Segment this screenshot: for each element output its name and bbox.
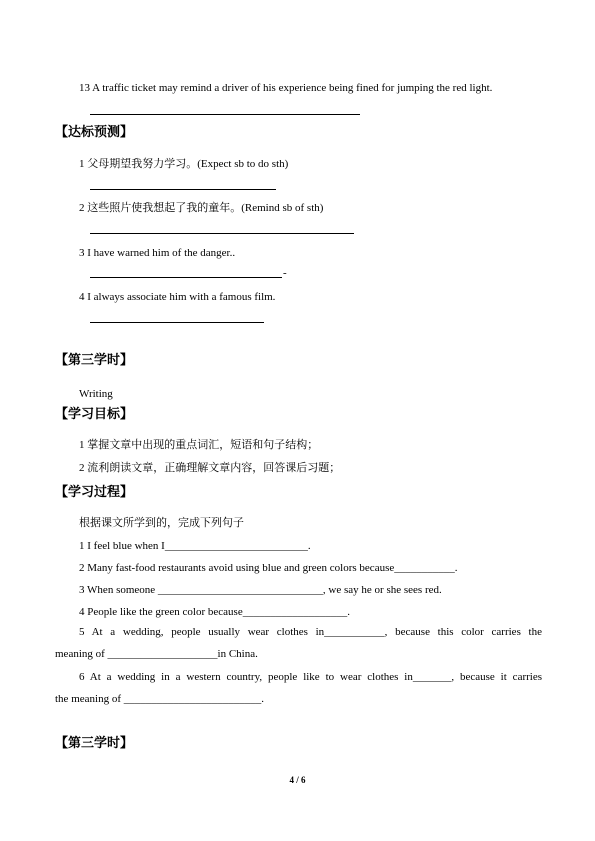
goal-item-2: 2 流利朗读文章，正确理解文章内容，回答课后习题； — [79, 462, 341, 474]
process-item-5-line-2: meaning of ____________________in China. — [55, 648, 258, 660]
process-item-1: 1 I feel blue when I__________________________. — [79, 540, 311, 552]
dabiao-item-2: 2 这些照片使我想起了我的童年。(Remind sb of sth) — [79, 202, 324, 214]
answer-line-dabiao-3[interactable] — [90, 277, 282, 278]
answer-line-13[interactable] — [90, 114, 360, 115]
process-item-6-line-2: the meaning of _________________________. — [55, 693, 264, 705]
page-number: 4 / 6 — [289, 775, 306, 785]
dabiao-item-1: 1 父母期望我努力学习。(Expect sb to do sth) — [79, 158, 289, 170]
process-item-5 — [55, 621, 542, 665]
question-13: 13 A traffic ticket may remind a driver of his experience being fined for jumping the red light. — [79, 82, 493, 94]
answer-line-dabiao-2[interactable] — [90, 233, 354, 234]
goal-item-1: 1 掌握文章中出现的重点词汇，短语和句子结构； — [79, 439, 319, 451]
section-heading-lesson3-repeat: 【第三学时】 — [55, 736, 134, 751]
lesson3-topic: Writing — [79, 388, 113, 400]
process-item-4: 4 People like the green color because___________________. — [79, 606, 350, 618]
section-heading-lesson3: 【第三学时】 — [55, 353, 134, 368]
answer-line-dabiao-4[interactable] — [90, 322, 264, 323]
process-item-3: 3 When someone ______________________________, we say he or she sees red. — [79, 584, 442, 596]
process-item-2: 2 Many fast-food restaurants avoid using blue and green colors because___________. — [79, 562, 458, 574]
section-heading-process: 【学习过程】 — [55, 485, 134, 500]
dabiao-item-4: 4 I always associate him with a famous film. — [79, 291, 276, 303]
answer-line-dabiao-1[interactable] — [90, 189, 276, 190]
process-item-6 — [55, 666, 542, 710]
dabiao-item-3: 3 I have warned him of the danger.. — [79, 247, 236, 259]
section-heading-goals: 【学习目标】 — [55, 407, 134, 422]
process-intro: 根据课文所学到的，完成下列句子 — [79, 517, 244, 529]
process-item-6-line-1: 6 At a wedding in a western country, people like to wear clothes in_______, because it carries — [79, 671, 542, 683]
answer-line-dash: - — [283, 267, 287, 279]
process-item-5-line-1: 5 At a wedding, people usually wear clothes in___________, because this color carries the — [79, 626, 542, 638]
section-heading-dabiao: 【达标预测】 — [55, 125, 134, 140]
